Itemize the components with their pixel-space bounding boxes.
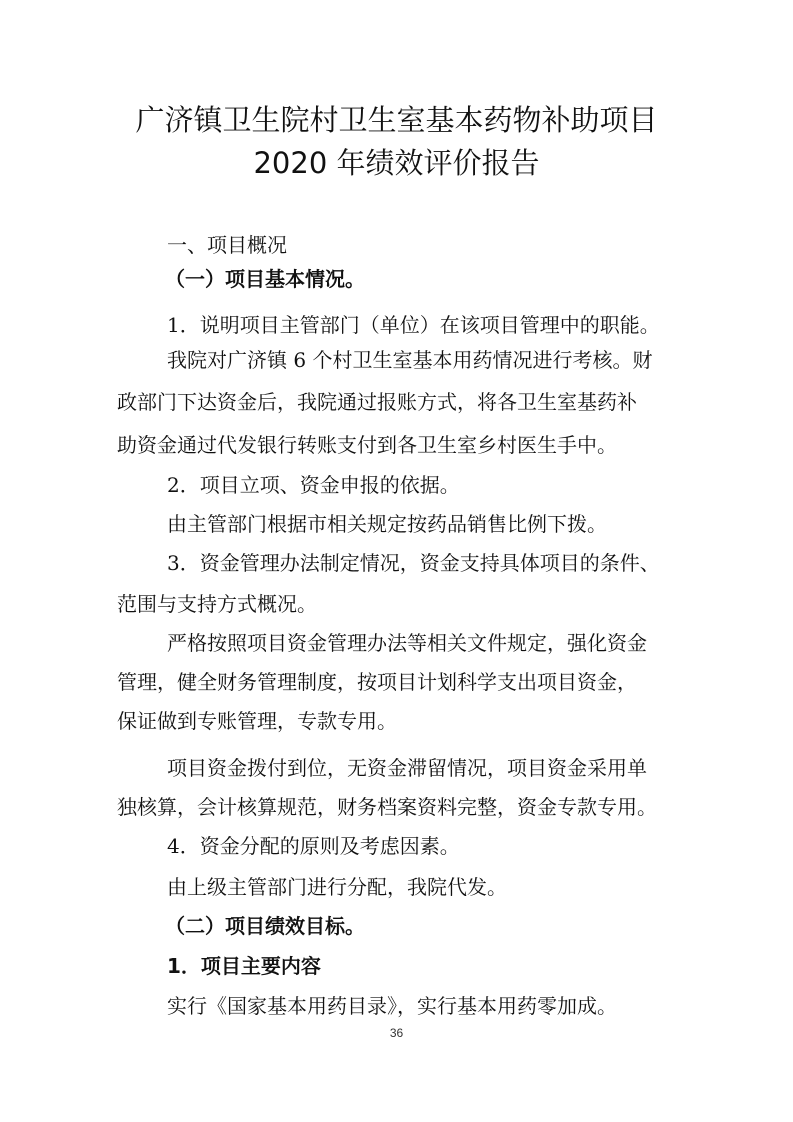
question-2: 2．项目立项、资金申报的依据。 [167,473,460,497]
document-title-line-2: 2020 年绩效评价报告 [253,146,540,180]
paragraph-3-line-2: 管理，健全财务管理制度，按项目计划科学支出项目资金， [117,670,637,694]
paragraph-4-line-2: 独核算，会计核算规范，财务档案资料完整，资金专款专用。 [117,795,657,819]
paragraph-3-line-3: 保证做到专账管理，专款专用。 [117,709,397,733]
paragraph-4-line-1: 项目资金拨付到位，无资金滞留情况，项目资金采用单 [167,756,647,780]
paragraph-2-line-1: 由主管部门根据市相关规定按药品销售比例下拨。 [167,512,607,536]
paragraph-1-line-3: 助资金通过代发银行转账支付到各卫生室乡村医生手中。 [117,433,617,457]
document-title-line-1: 广济镇卫生院村卫生室基本药物补助项目 [135,103,658,137]
section-heading-1: 一、项目概况 [167,233,287,257]
subsection-heading-performance-goals: （二）项目绩效目标。 [165,914,365,938]
paragraph-6-line-1: 实行《国家基本用药目录》，实行基本用药零加成。 [167,994,617,1018]
page-number: 36 [389,1026,404,1040]
item-heading-main-content: 1．项目主要内容 [167,954,321,978]
question-3-line-1: 3．资金管理办法制定情况，资金支持具体项目的条件、 [167,551,660,575]
question-4: 4．资金分配的原则及考虑因素。 [167,834,460,858]
paragraph-5-line-1: 由上级主管部门进行分配，我院代发。 [167,875,507,899]
paragraph-1-line-1: 我院对广济镇 6 个村卫生室基本用药情况进行考核。财 [167,348,653,372]
paragraph-3-line-1: 严格按照项目资金管理办法等相关文件规定，强化资金 [167,631,647,655]
paragraph-1-line-2: 政部门下达资金后，我院通过报账方式，将各卫生室基药补 [117,390,637,414]
question-1: 1．说明项目主管部门（单位）在该项目管理中的职能。 [167,313,660,337]
question-3-line-2: 范围与支持方式概况。 [117,592,317,616]
subsection-heading-basic-info: （一）项目基本情况。 [165,267,365,291]
